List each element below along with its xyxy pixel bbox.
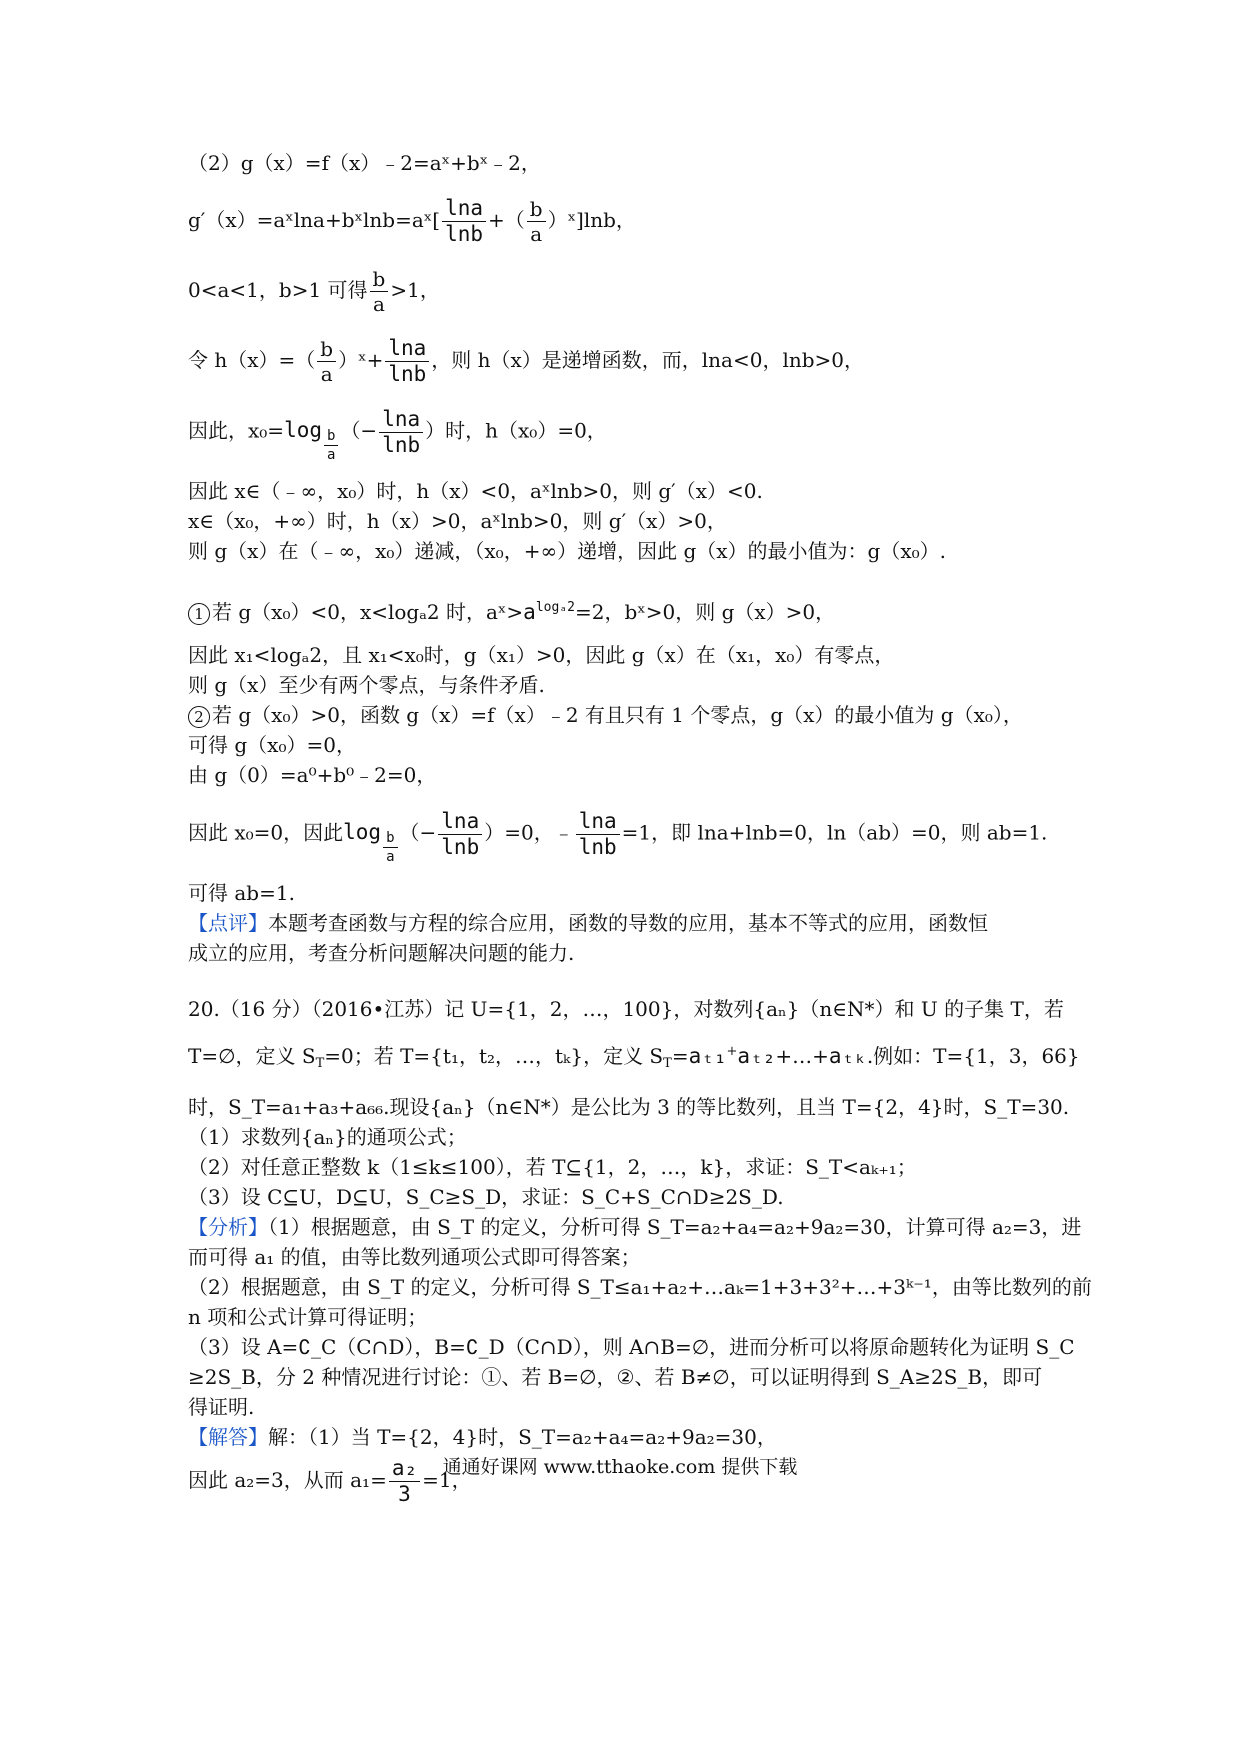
- fraction-lna-lnb: [379, 406, 423, 457]
- den: a: [320, 362, 333, 386]
- fraction-b-a: [527, 199, 546, 244]
- page-footer: 通通好课网 www.tthaoke.com 提供下载: [442, 1456, 798, 1478]
- line-23: （2）对任意正整数 k（1≤k≤100），若 T⊆{1，2，…，k}，求证：S_T<aₖ₊₁；: [188, 1155, 917, 1179]
- text: T=∅，定义 S: [188, 1044, 316, 1068]
- sub-t: T: [663, 1056, 672, 1071]
- text: =: [671, 1044, 689, 1068]
- line-2: [188, 192, 1068, 248]
- text: =2，bˣ>0，则 g（x）>0，: [574, 600, 836, 624]
- term-at2: aₜ₂: [737, 1044, 776, 1068]
- den: 3: [398, 1482, 411, 1506]
- num: b: [317, 339, 336, 362]
- text: （−: [340, 418, 378, 443]
- line-14: 由 g（0）=a⁰+b⁰﹣2=0，: [188, 763, 437, 787]
- num: b: [370, 269, 389, 292]
- den: a: [530, 222, 543, 246]
- text: 因此 a₂=3，从而 a₁=: [188, 1468, 387, 1492]
- num: b: [527, 199, 546, 222]
- text: ）ˣ+: [338, 348, 384, 372]
- log-base-fraction: [324, 429, 338, 462]
- line-32: [188, 1422, 1068, 1452]
- comment-tag: 【点评】: [188, 911, 268, 935]
- line-5: [188, 402, 1068, 462]
- den: lnb: [382, 432, 421, 457]
- fraction-b-a: [317, 339, 336, 384]
- text: （−: [399, 820, 437, 845]
- text: ，则 h（x）是递增函数，而，lna<0，lnb>0，: [431, 348, 865, 372]
- text: =1，: [422, 1468, 472, 1492]
- text: 因此，x₀=: [188, 418, 285, 443]
- line-7: x∈（x₀，+∞）时，h（x）>0，aˣlnb>0，则 g′（x）>0，: [188, 509, 727, 533]
- base: a: [523, 600, 536, 624]
- line-8: 则 g（x）在（﹣∞，x₀）递减，（x₀，+∞）递增，因此 g（x）的最小值为：g（x₀）.: [188, 539, 947, 563]
- text: 若 g（x₀）<0，x<logₐ2 时，aˣ>: [212, 600, 524, 624]
- text: 若 g（x₀）>0，函数 g（x）=f（x）﹣2 有且只有 1 个零点，g（x）的最小值为 g（x₀），: [212, 703, 1023, 727]
- fraction-b-a: [370, 269, 389, 314]
- log-word: log: [284, 418, 322, 442]
- num: a₂: [389, 1458, 420, 1482]
- line-6: 因此 x∈（﹣∞，x₀）时，h（x）<0，aˣlnb>0，则 g′（x）<0.: [188, 479, 763, 503]
- text: +（: [488, 208, 525, 232]
- line-20: [188, 1024, 1080, 1092]
- text: （1）根据题意，由 S_T 的定义，分析可得 S_T=a₂+a₄=a₂+9a₂=30，计算可得 a₂=3，进: [268, 1215, 1082, 1239]
- text: 解：（1）当 T={2，4}时，S_T=a₂+a₄=a₂+9a₂=30，: [268, 1425, 777, 1449]
- sub-t: T: [315, 1056, 325, 1071]
- text: g′（x）=aˣlna+bˣlnb=aˣ[: [188, 208, 441, 232]
- fraction-lna-lnb: [576, 808, 620, 859]
- den: lnb: [388, 362, 427, 386]
- plus: +: [726, 1044, 738, 1059]
- text: 0<a<1，b>1 可得: [188, 278, 368, 302]
- num: lna: [379, 409, 423, 433]
- text: >1，: [390, 278, 440, 302]
- line-29: （3）设 A=∁_C（C∩D），B=∁_D（C∩D），则 A∩B=∅，进而分析可以将原命题转化为证明 S_C: [188, 1335, 1075, 1359]
- answer-tag: 【解答】: [188, 1425, 268, 1449]
- line-25: [188, 1212, 1082, 1242]
- line-17: [188, 908, 1068, 938]
- exponent: logₐ2: [535, 600, 575, 615]
- line-1: （2）g（x）=f（x）﹣2=aˣ+bˣ﹣2，: [188, 151, 541, 175]
- line-4: [188, 332, 1068, 388]
- num: b: [383, 831, 397, 848]
- solution-page: [188, 148, 1092, 1508]
- line-3: [188, 262, 1068, 318]
- num: b: [324, 429, 338, 446]
- den: lnb: [445, 222, 483, 246]
- log-expression: [343, 804, 399, 864]
- log-base-fraction: [383, 831, 397, 864]
- num: lna: [385, 338, 429, 362]
- line-26: 而可得 a₁ 的值，由等比数列通项公式即可得答案；: [188, 1245, 641, 1269]
- line-30: ≥2S_B，分 2 种情况进行讨论：①、若 B=∅，②、若 B≠∅，可以证明得到 S_A≥2S_B，即可: [188, 1365, 1043, 1389]
- den: lnb: [441, 834, 480, 859]
- fraction-lna-lnb: [438, 808, 482, 859]
- line-22: （1）求数列{aₙ}的通项公式；: [188, 1125, 467, 1149]
- line-13: 可得 g（x₀）=0，: [188, 733, 356, 757]
- line-24: （3）设 C⊆U，D⊆U，S_C≥S_D，求证：S_C+S_C∩D≥2S_D.: [188, 1185, 784, 1209]
- term-at1: aₜ₁: [688, 1044, 727, 1068]
- text: ）ˣ]lnb，: [547, 208, 636, 232]
- line-15: [188, 804, 1068, 864]
- circled-number-1: 1: [188, 603, 210, 625]
- den: a: [386, 849, 395, 865]
- text: 本题考查函数与方程的综合应用，函数的导数的应用，基本不等式的应用，函数恒: [268, 911, 988, 935]
- line-31: 得证明.: [188, 1395, 255, 1419]
- term-atk: aₜₖ: [828, 1044, 867, 1068]
- line-11: 则 g（x）至少有两个零点，与条件矛盾.: [188, 673, 545, 697]
- line-18: 成立的应用，考查分析问题解决问题的能力.: [188, 941, 575, 965]
- fraction-lna-lnb: [442, 198, 486, 245]
- fraction-lna-lnb: [385, 338, 429, 385]
- text: 因此 x₀=0，因此: [188, 820, 344, 845]
- text: =1，即 lna+lnb=0，ln（ab）=0，则 ab=1.: [621, 820, 1048, 845]
- line-28: n 项和公式计算可得证明；: [188, 1305, 428, 1329]
- power-a: [523, 600, 575, 624]
- text: =0；若 T={t₁，t₂，…，tₖ}，定义 S: [324, 1044, 664, 1068]
- den: lnb: [578, 834, 617, 859]
- line-16: 可得 ab=1.: [188, 881, 295, 905]
- num: lna: [438, 811, 482, 835]
- line-21: 时，S_T=a₁+a₃+a₆₆.现设{aₙ}（n∈N*）是公比为 3 的等比数列，且当 T={2，4}时，S_T=30.: [188, 1095, 1070, 1119]
- text: ）时，h（x₀）=0，: [425, 418, 607, 443]
- line-12: [188, 700, 1068, 730]
- log-expression: [284, 402, 340, 462]
- text: 令 h（x）=（: [188, 348, 316, 372]
- den: a: [327, 447, 336, 463]
- line-27: （2）根据题意，由 S_T 的定义，分析可得 S_T≤a₁+a₂+…aₖ=1+3+3²+…+3ᵏ⁻¹，由等比数列的前: [188, 1275, 1092, 1299]
- num: lna: [442, 198, 486, 222]
- num: lna: [576, 811, 620, 835]
- log-word: log: [343, 820, 382, 844]
- den: a: [372, 292, 385, 316]
- line-9: [188, 580, 1068, 640]
- text: .例如：T={1，3，66}: [866, 1044, 1080, 1068]
- text: ）=0，﹣: [484, 820, 574, 845]
- line-19: 20.（16 分）（2016•江苏）记 U={1，2，…，100}，对数列{aₙ}（n∈N*）和 U 的子集 T，若: [188, 997, 1064, 1021]
- line-10: 因此 x₁<logₐ2，且 x₁<x₀时，g（x₁）>0，因此 g（x）在（x₁，x₀）有零点，: [188, 643, 895, 667]
- circled-number-2: 2: [188, 706, 210, 728]
- analysis-tag: 【分析】: [188, 1215, 268, 1239]
- text: +…+: [775, 1044, 829, 1068]
